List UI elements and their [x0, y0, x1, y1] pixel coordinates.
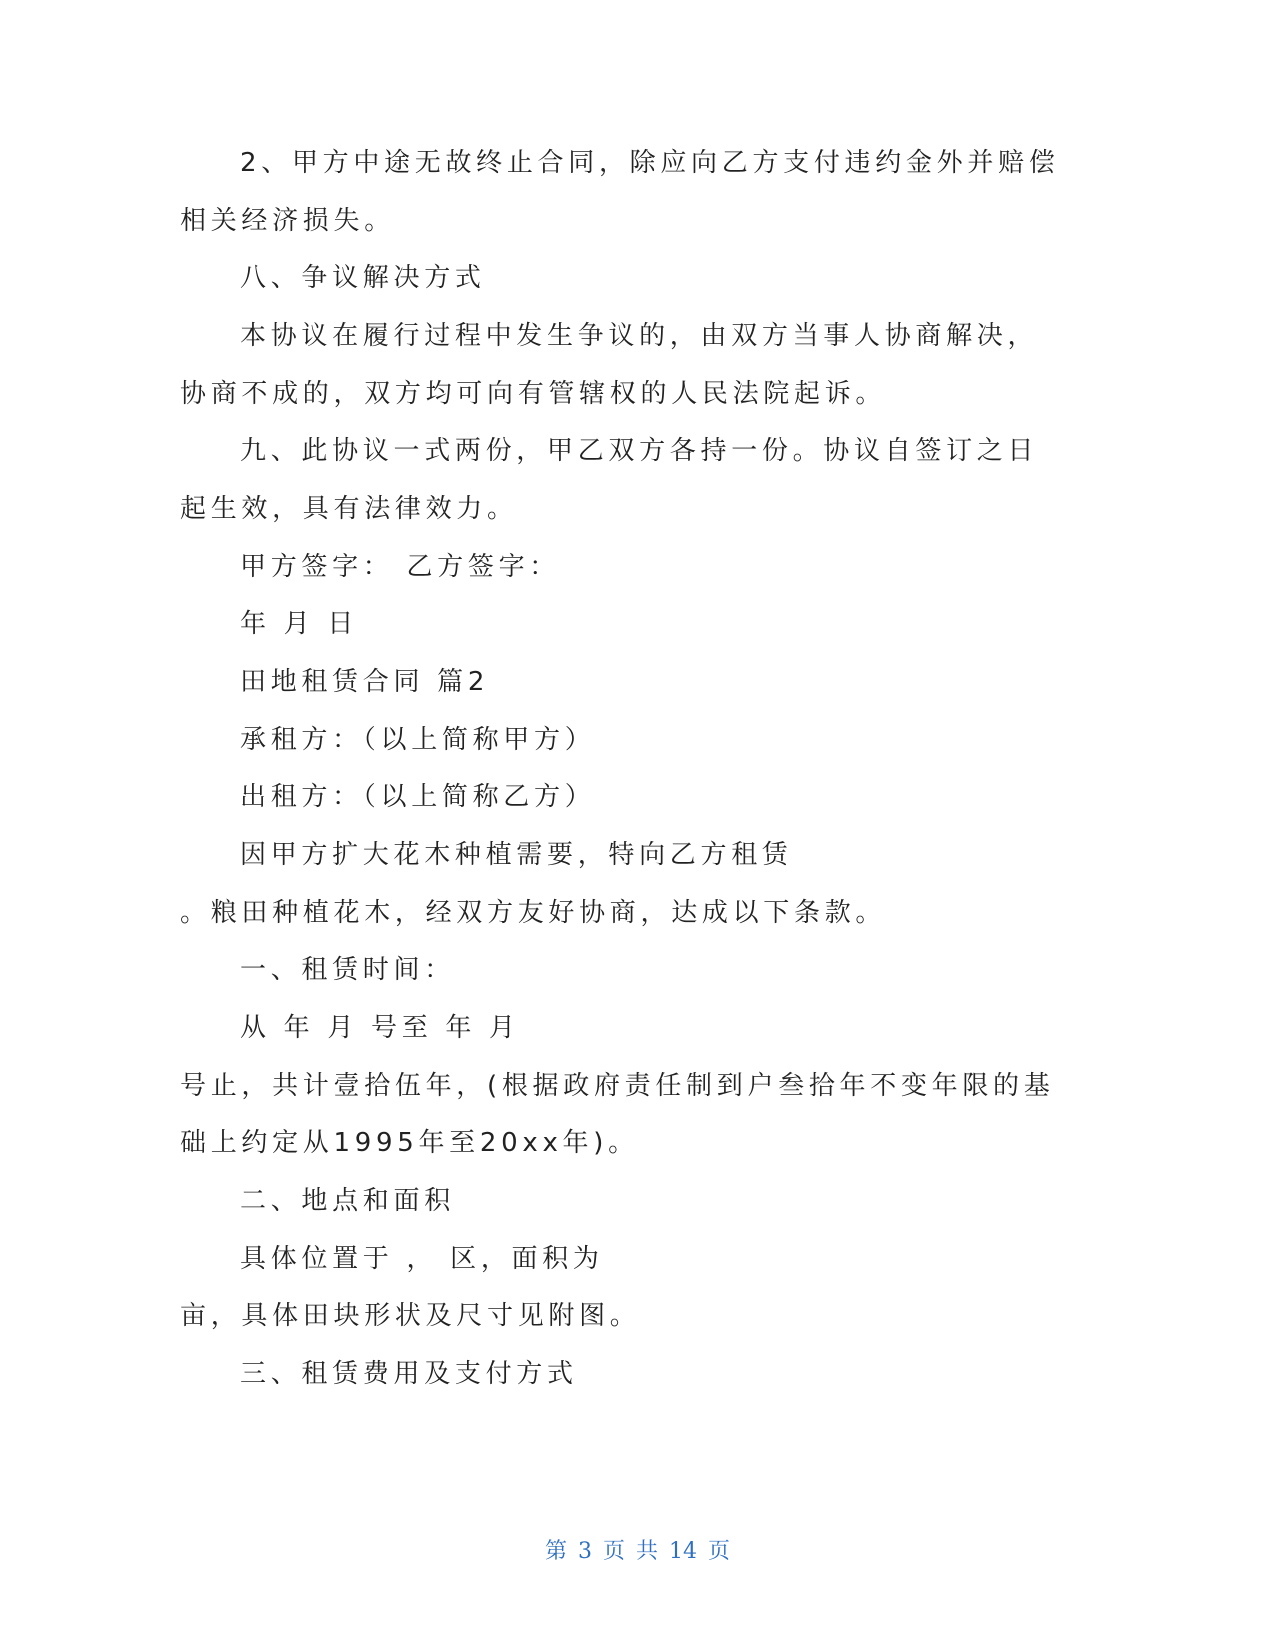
section-heading: 二、地点和面积: [240, 1186, 455, 1216]
paragraph-line: 。粮田种植花木，经双方友好协商，达成以下条款。: [180, 898, 887, 928]
signature-line: 甲方签字： 乙方签字：: [240, 552, 560, 582]
paragraph-line: 起生效，具有法律效力。: [180, 494, 518, 524]
section-heading: 八、争议解决方式: [240, 263, 486, 293]
paragraph-line: 因甲方扩大花木种植需要，特向乙方租赁: [240, 840, 793, 870]
paragraph-line: 号止，共计壹拾伍年，(根据政府责任制到户叁拾年不变年限的基: [180, 1071, 1055, 1101]
page-number-footer: 第 3 页 共 14 页: [545, 1539, 730, 1564]
paragraph-line: 亩，具体田块形状及尺寸见附图。: [180, 1301, 641, 1331]
paragraph-line: 九、此协议一式两份，甲乙双方各持一份。协议自签订之日: [240, 436, 1039, 466]
paragraph-line: 本协议在履行过程中发生争议的，由双方当事人协商解决，: [240, 321, 1039, 351]
paragraph-line: 础上约定从1995年至20xx年)。: [180, 1128, 639, 1158]
paragraph-line: 协商不成的，双方均可向有管辖权的人民法院起诉。: [180, 379, 887, 409]
paragraph-line: 从 年 月 号至 年 月: [240, 1013, 520, 1043]
paragraph-line: 相关经济损失。: [180, 206, 395, 236]
date-line: 年 月 日: [240, 609, 359, 639]
paragraph-line: 具体位置于 ， 区，面积为: [240, 1244, 604, 1274]
section-heading: 三、租赁费用及支付方式: [240, 1359, 578, 1389]
paragraph-line: 2、甲方中途无故终止合同，除应向乙方支付违约金外并赔偿: [240, 148, 1060, 178]
party-line: 出租方：（以上简称乙方）: [240, 782, 596, 812]
party-line: 承租方：（以上简称甲方）: [240, 725, 596, 755]
contract-title: 田地租赁合同 篇2: [240, 667, 490, 697]
section-heading: 一、租赁时间：: [240, 955, 455, 985]
